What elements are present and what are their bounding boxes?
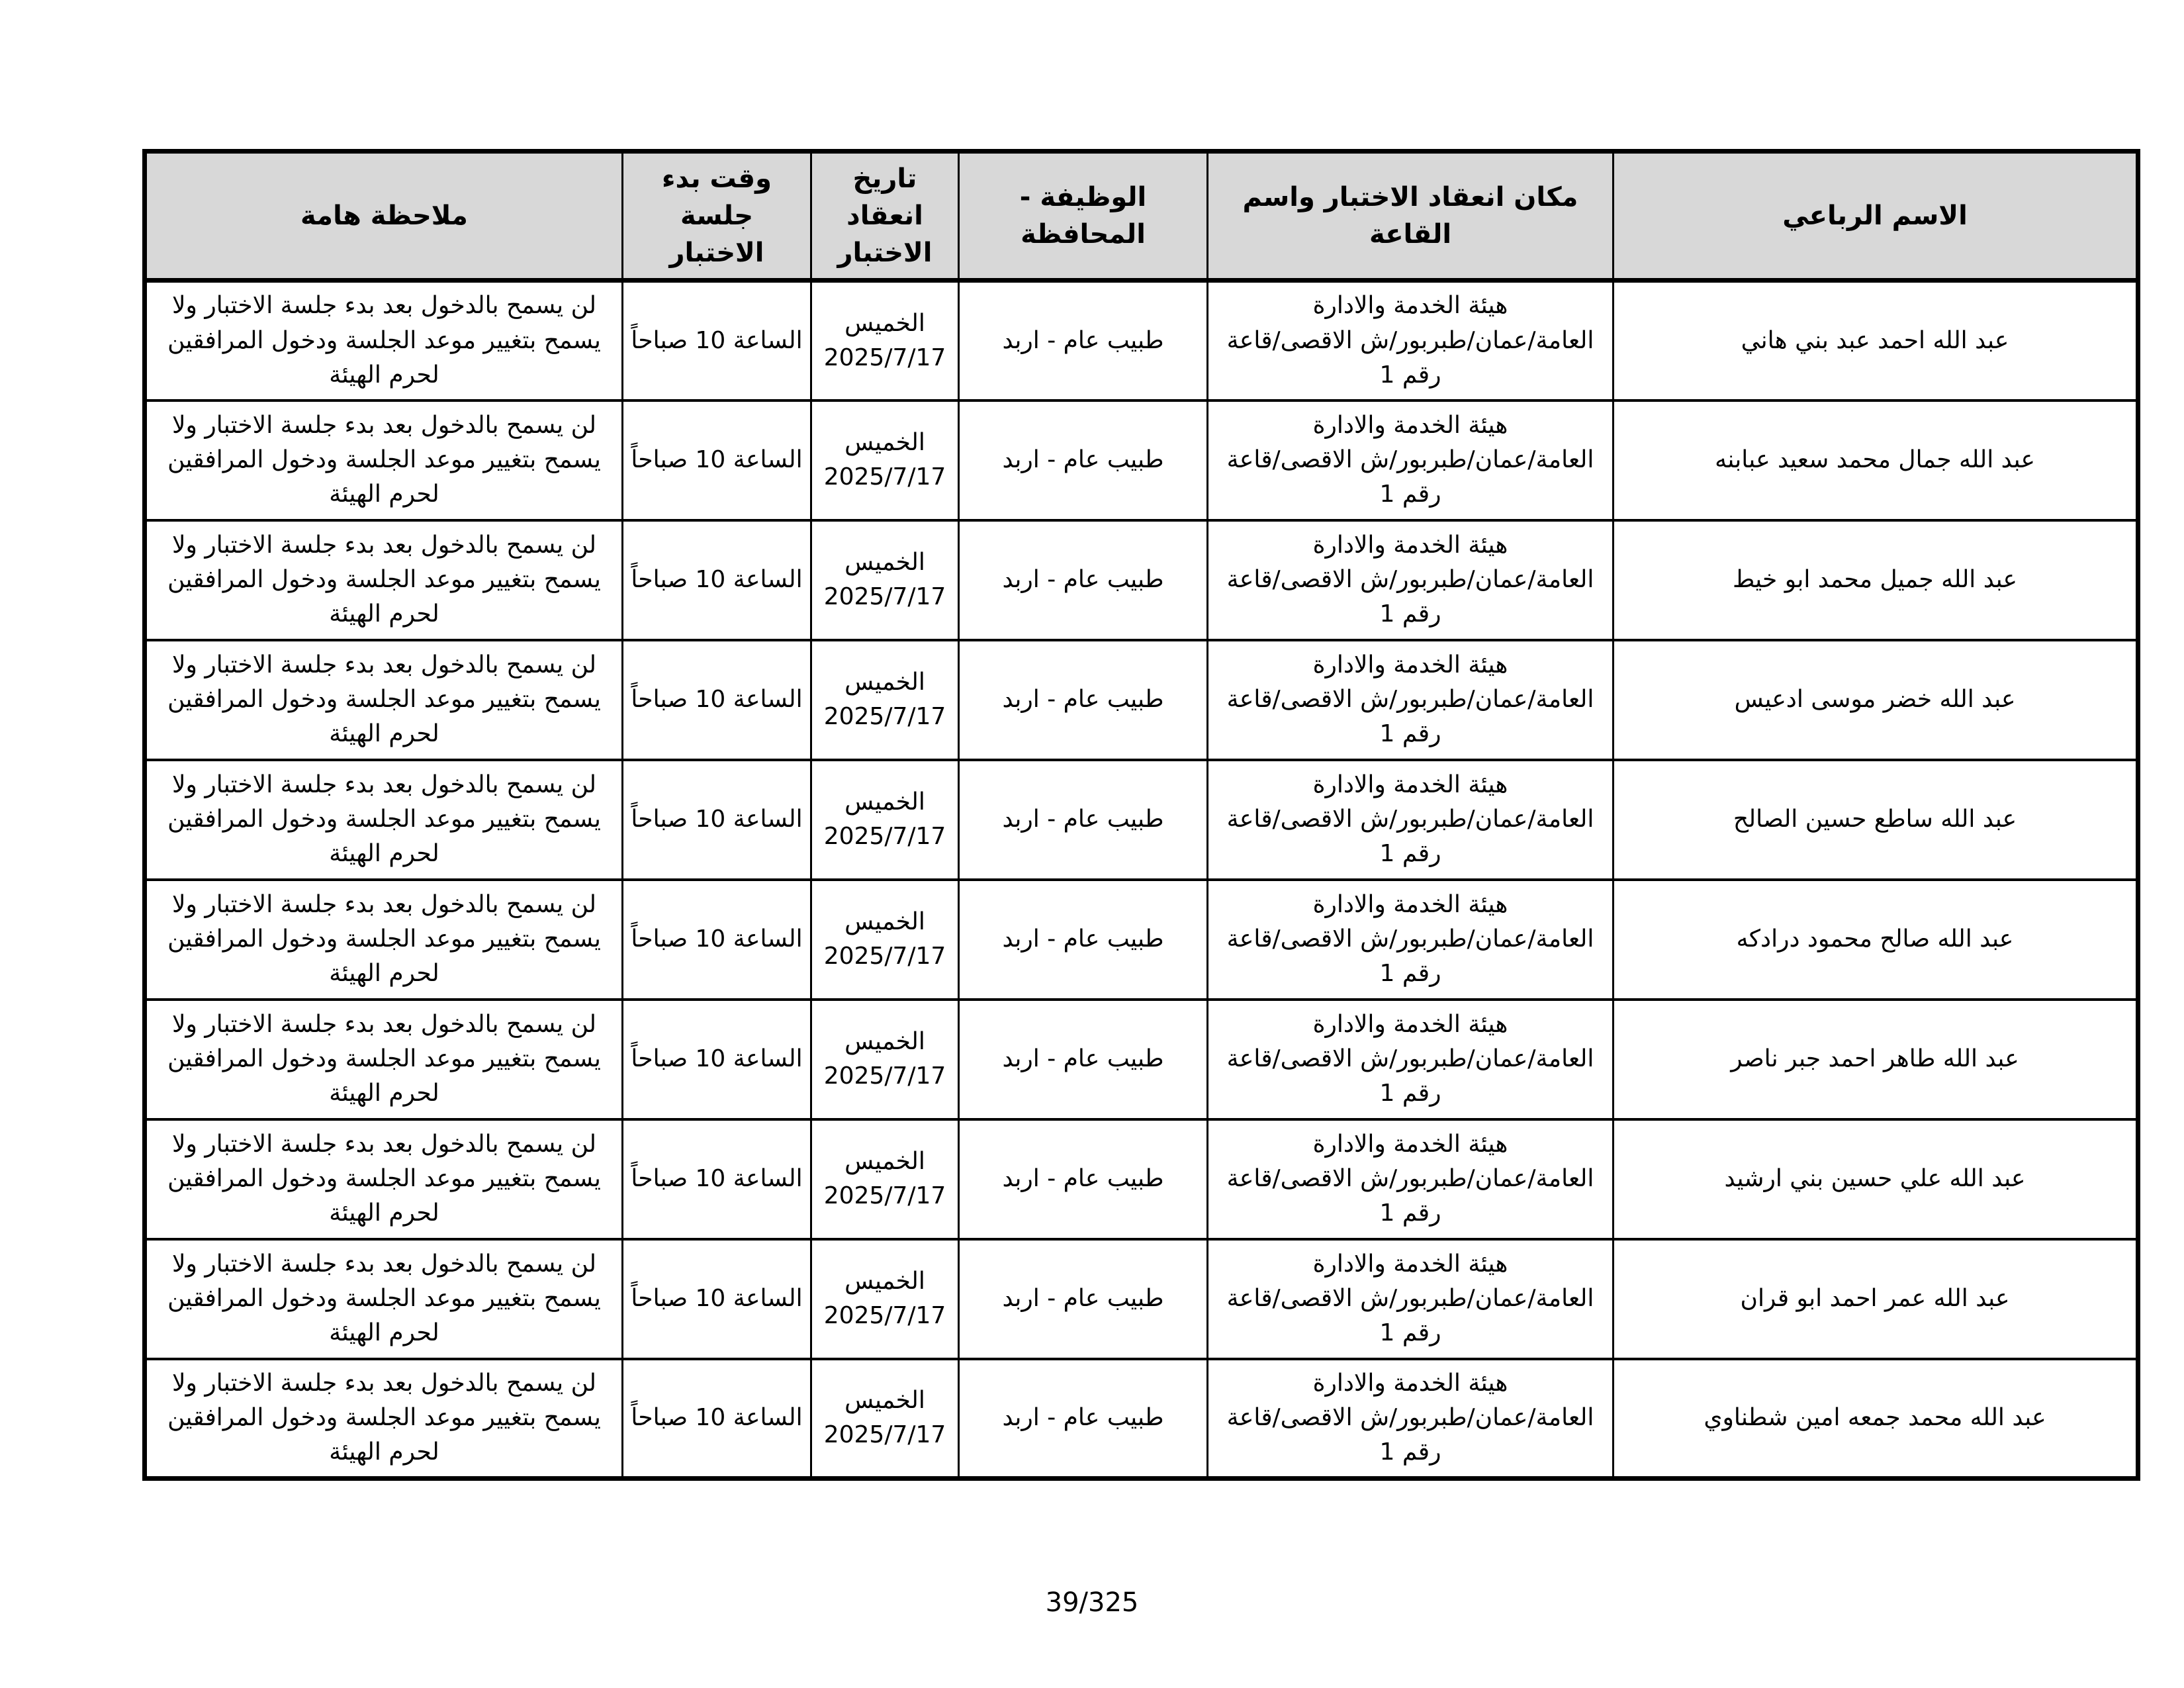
- exam-date-day: الخميس: [844, 788, 925, 816]
- important-note-line: لحرم الهيئة: [329, 1319, 439, 1347]
- exam-date-cell: [811, 520, 959, 640]
- important-note-line: لن يسمح بالدخول بعد بدء جلسة الاختبار ولا: [171, 771, 597, 798]
- candidate-name: عبد الله محمد جمعه امين شطناوي: [1704, 1404, 2046, 1432]
- candidate-name: عبد الله طاهر احمد جبر ناصر: [1731, 1045, 2019, 1072]
- exam-date-day: الخميس: [844, 309, 925, 337]
- important-note-line: يسمح بتغيير موعد الجلسة ودخول المرافقين: [167, 1404, 601, 1432]
- exam-date-cell: [811, 880, 959, 1000]
- important-note-line: يسمح بتغيير موعد الجلسة ودخول المرافقين: [167, 805, 601, 833]
- table-row: [145, 640, 2138, 760]
- job-governorate-cell: [959, 1359, 1208, 1479]
- important-note-line: لحرم الهيئة: [329, 600, 439, 628]
- important-note-cell: [145, 1119, 623, 1239]
- candidate-name: عبد الله ساطع حسين الصالح: [1733, 805, 2017, 833]
- exam-date-value: 2025/7/17: [823, 583, 946, 610]
- exam-location-line: رقم 1: [1379, 720, 1441, 748]
- job-governorate: طبيب عام - اربد: [1002, 565, 1164, 593]
- job-governorate-cell: [959, 281, 1208, 400]
- session-time-cell: [623, 400, 811, 520]
- exam-date-cell: [811, 281, 959, 400]
- exam-location-line: رقم 1: [1379, 361, 1441, 389]
- exam-location-line: العامة/عمان/طبربور/ش الاقصى/قاعة: [1226, 565, 1594, 593]
- important-note-line: لحرم الهيئة: [329, 481, 439, 508]
- page-number: 39/325: [1045, 1587, 1139, 1618]
- exam-date-day: الخميس: [844, 1387, 925, 1415]
- exam-location-line: هيئة الخدمة والادارة: [1312, 771, 1508, 798]
- table-row: [145, 880, 2138, 1000]
- table-row: [145, 520, 2138, 640]
- job-governorate-cell: [959, 1239, 1208, 1359]
- exam-date-day: الخميس: [844, 548, 925, 576]
- exam-date-value: 2025/7/17: [823, 463, 946, 491]
- candidate-name-cell: [1614, 1119, 2138, 1239]
- exam-date-value: 2025/7/17: [823, 1062, 946, 1090]
- exam-date-cell: [811, 640, 959, 760]
- exam-date-day: الخميس: [844, 1027, 925, 1055]
- session-time-cell: [623, 640, 811, 760]
- session-time-cell: [623, 1119, 811, 1239]
- exam-date-cell: [811, 1239, 959, 1359]
- exam-location-line: رقم 1: [1379, 600, 1441, 628]
- table-row: [145, 760, 2138, 880]
- table-row: [145, 1000, 2138, 1119]
- exam-date-cell: [811, 1359, 959, 1479]
- important-note-line: لن يسمح بالدخول بعد بدء جلسة الاختبار ولا: [171, 1010, 597, 1038]
- exam-location-line: هيئة الخدمة والادارة: [1312, 411, 1508, 439]
- session-start-time: الساعة 10 صباحاً: [631, 685, 803, 713]
- important-note-cell: [145, 400, 623, 520]
- session-start-time: الساعة 10 صباحاً: [631, 1404, 803, 1432]
- exam-date-value: 2025/7/17: [823, 943, 946, 970]
- session-start-time: الساعة 10 صباحاً: [631, 925, 803, 953]
- table-row: [145, 1359, 2138, 1479]
- exam-location-line: العامة/عمان/طبربور/ش الاقصى/قاعة: [1226, 925, 1594, 953]
- session-time-cell: [623, 880, 811, 1000]
- important-note-line: لن يسمح بالدخول بعد بدء جلسة الاختبار ولا: [171, 1369, 597, 1397]
- job-governorate: طبيب عام - اربد: [1002, 805, 1164, 833]
- candidate-name-cell: [1614, 1239, 2138, 1359]
- exam-location-cell: [1208, 1359, 1614, 1479]
- exam-date-day: الخميس: [844, 668, 925, 696]
- exam-date-cell: [811, 760, 959, 880]
- candidate-name-cell: [1614, 520, 2138, 640]
- exam-location-cell: [1208, 520, 1614, 640]
- important-note-line: لحرم الهيئة: [329, 1199, 439, 1227]
- table-body: [145, 281, 2138, 1479]
- candidate-name-cell: [1614, 281, 2138, 400]
- important-note-cell: [145, 520, 623, 640]
- exam-date-value: 2025/7/17: [823, 823, 946, 850]
- exam-location-line: العامة/عمان/طبربور/ش الاقصى/قاعة: [1226, 326, 1594, 354]
- exam-location-line: رقم 1: [1379, 481, 1441, 508]
- candidate-name-cell: [1614, 400, 2138, 520]
- important-note-line: لن يسمح بالدخول بعد بدء جلسة الاختبار ولا: [171, 292, 597, 320]
- important-note-cell: [145, 1359, 623, 1479]
- session-start-time: الساعة 10 صباحاً: [631, 1164, 803, 1192]
- job-governorate-cell: [959, 1119, 1208, 1239]
- job-governorate: طبيب عام - اربد: [1002, 685, 1164, 713]
- exam-location-line: هيئة الخدمة والادارة: [1312, 531, 1508, 559]
- session-time-cell: [623, 281, 811, 400]
- exam-location-line: رقم 1: [1379, 1438, 1441, 1466]
- header-important-note: ملاحظة هامة: [145, 152, 623, 281]
- important-note-line: يسمح بتغيير موعد الجلسة ودخول المرافقين: [167, 685, 601, 713]
- important-note-line: لن يسمح بالدخول بعد بدء جلسة الاختبار ولا: [171, 1250, 597, 1278]
- job-governorate-cell: [959, 520, 1208, 640]
- important-note-cell: [145, 1000, 623, 1119]
- important-note-cell: [145, 760, 623, 880]
- job-governorate: طبيب عام - اربد: [1002, 326, 1164, 354]
- table-row: [145, 1239, 2138, 1359]
- table-row: [145, 1119, 2138, 1239]
- candidate-name: عبد الله جميل محمد ابو خيط: [1733, 565, 2017, 593]
- exam-date-day: الخميس: [844, 428, 925, 456]
- exam-location-line: هيئة الخدمة والادارة: [1312, 651, 1508, 679]
- session-start-time: الساعة 10 صباحاً: [631, 1045, 803, 1072]
- important-note-line: يسمح بتغيير موعد الجلسة ودخول المرافقين: [167, 565, 601, 593]
- important-note-line: يسمح بتغيير موعد الجلسة ودخول المرافقين: [167, 1284, 601, 1312]
- job-governorate: طبيب عام - اربد: [1002, 445, 1164, 473]
- exam-location-cell: [1208, 400, 1614, 520]
- exam-date-day: الخميس: [844, 1267, 925, 1295]
- session-start-time: الساعة 10 صباحاً: [631, 805, 803, 833]
- exam-location-line: العامة/عمان/طبربور/ش الاقصى/قاعة: [1226, 805, 1594, 833]
- exam-location-cell: [1208, 1119, 1614, 1239]
- important-note-cell: [145, 880, 623, 1000]
- candidate-name: عبد الله خضر موسى ادعيس: [1734, 685, 2016, 713]
- candidate-name: عبد الله عمر احمد ابو قران: [1740, 1284, 2010, 1312]
- session-time-cell: [623, 760, 811, 880]
- exam-location-line: العامة/عمان/طبربور/ش الاقصى/قاعة: [1226, 1164, 1594, 1192]
- important-note-line: يسمح بتغيير موعد الجلسة ودخول المرافقين: [167, 1164, 601, 1192]
- exam-location-line: رقم 1: [1379, 1199, 1441, 1227]
- exam-location-line: هيئة الخدمة والادارة: [1312, 1369, 1508, 1397]
- exam-location-line: هيئة الخدمة والادارة: [1312, 292, 1508, 320]
- important-note-line: لحرم الهيئة: [329, 1438, 439, 1466]
- important-note-line: يسمح بتغيير موعد الجلسة ودخول المرافقين: [167, 445, 601, 473]
- session-start-time: الساعة 10 صباحاً: [631, 326, 803, 354]
- session-time-cell: [623, 520, 811, 640]
- candidate-name-cell: [1614, 640, 2138, 760]
- exam-location-line: العامة/عمان/طبربور/ش الاقصى/قاعة: [1226, 1284, 1594, 1312]
- job-governorate-cell: [959, 880, 1208, 1000]
- important-note-line: لن يسمح بالدخول بعد بدء جلسة الاختبار ولا: [171, 411, 597, 439]
- important-note-line: لن يسمح بالدخول بعد بدء جلسة الاختبار ولا: [171, 531, 597, 559]
- job-governorate-cell: [959, 1000, 1208, 1119]
- exam-date-cell: [811, 1000, 959, 1119]
- exam-date-value: 2025/7/17: [823, 1421, 946, 1449]
- exam-date-day: الخميس: [844, 1147, 925, 1175]
- job-governorate: طبيب عام - اربد: [1002, 1045, 1164, 1072]
- session-start-time: الساعة 10 صباحاً: [631, 445, 803, 473]
- header-exam-date: تاريخ انعقاد الاختبار: [811, 152, 959, 281]
- header-full-name: الاسم الرباعي: [1614, 152, 2138, 281]
- exam-location-cell: [1208, 1000, 1614, 1119]
- exam-location-line: العامة/عمان/طبربور/ش الاقصى/قاعة: [1226, 1045, 1594, 1072]
- exam-schedule-table: [142, 149, 2140, 1481]
- exam-location-line: العامة/عمان/طبربور/ش الاقصى/قاعة: [1226, 445, 1594, 473]
- header-row: [145, 152, 2138, 281]
- candidate-name-cell: [1614, 760, 2138, 880]
- exam-location-line: رقم 1: [1379, 1319, 1441, 1347]
- important-note-cell: [145, 1239, 623, 1359]
- table-row: [145, 281, 2138, 400]
- exam-date-cell: [811, 1119, 959, 1239]
- session-time-cell: [623, 1359, 811, 1479]
- job-governorate-cell: [959, 400, 1208, 520]
- session-start-time: الساعة 10 صباحاً: [631, 565, 803, 593]
- exam-location-line: رقم 1: [1379, 960, 1441, 988]
- important-note-line: لن يسمح بالدخول بعد بدء جلسة الاختبار ولا: [171, 890, 597, 918]
- candidate-name: عبد الله صالح محمود درادكه: [1736, 925, 2014, 953]
- header-session-start-time: وقت بدء جلسة الاختبار: [623, 152, 811, 281]
- header-exam-location: مكان انعقاد الاختبار واسم القاعة: [1208, 152, 1614, 281]
- important-note-line: لحرم الهيئة: [329, 840, 439, 868]
- exam-location-cell: [1208, 760, 1614, 880]
- exam-location-line: هيئة الخدمة والادارة: [1312, 1250, 1508, 1278]
- job-governorate: طبيب عام - اربد: [1002, 1164, 1164, 1192]
- candidate-name: عبد الله علي حسين بني ارشيد: [1724, 1164, 2026, 1192]
- exam-location-line: العامة/عمان/طبربور/ش الاقصى/قاعة: [1226, 1404, 1594, 1432]
- important-note-line: لن يسمح بالدخول بعد بدء جلسة الاختبار ولا: [171, 651, 597, 679]
- header-job-governorate: الوظيفة - المحافظة: [959, 152, 1208, 281]
- exam-location-line: رقم 1: [1379, 1080, 1441, 1107]
- candidate-name: عبد الله احمد عبد بني هاني: [1741, 326, 2009, 354]
- exam-date-value: 2025/7/17: [823, 1182, 946, 1209]
- exam-location-cell: [1208, 640, 1614, 760]
- session-start-time: الساعة 10 صباحاً: [631, 1284, 803, 1312]
- candidate-name: عبد الله جمال محمد سعيد عبابنه: [1715, 445, 2035, 473]
- exam-location-line: هيئة الخدمة والادارة: [1312, 1130, 1508, 1158]
- important-note-line: يسمح بتغيير موعد الجلسة ودخول المرافقين: [167, 326, 601, 354]
- job-governorate-cell: [959, 640, 1208, 760]
- exam-date-cell: [811, 400, 959, 520]
- exam-location-cell: [1208, 880, 1614, 1000]
- exam-location-cell: [1208, 281, 1614, 400]
- table-row: [145, 400, 2138, 520]
- important-note-line: لحرم الهيئة: [329, 361, 439, 389]
- important-note-line: لحرم الهيئة: [329, 960, 439, 988]
- job-governorate-cell: [959, 760, 1208, 880]
- exam-location-line: رقم 1: [1379, 840, 1441, 868]
- exam-date-day: الخميس: [844, 908, 925, 935]
- candidate-name-cell: [1614, 1359, 2138, 1479]
- candidate-name-cell: [1614, 880, 2138, 1000]
- exam-location-line: هيئة الخدمة والادارة: [1312, 1010, 1508, 1038]
- important-note-cell: [145, 640, 623, 760]
- important-note-line: لحرم الهيئة: [329, 1080, 439, 1107]
- job-governorate: طبيب عام - اربد: [1002, 1284, 1164, 1312]
- exam-location-line: هيئة الخدمة والادارة: [1312, 890, 1508, 918]
- job-governorate: طبيب عام - اربد: [1002, 925, 1164, 953]
- session-time-cell: [623, 1000, 811, 1119]
- session-time-cell: [623, 1239, 811, 1359]
- important-note-cell: [145, 281, 623, 400]
- exam-date-value: 2025/7/17: [823, 1302, 946, 1329]
- job-governorate: طبيب عام - اربد: [1002, 1404, 1164, 1432]
- exam-location-line: العامة/عمان/طبربور/ش الاقصى/قاعة: [1226, 685, 1594, 713]
- exam-date-value: 2025/7/17: [823, 344, 946, 371]
- candidate-name-cell: [1614, 1000, 2138, 1119]
- important-note-line: لن يسمح بالدخول بعد بدء جلسة الاختبار ولا: [171, 1130, 597, 1158]
- exam-location-cell: [1208, 1239, 1614, 1359]
- exam-date-value: 2025/7/17: [823, 703, 946, 730]
- important-note-line: يسمح بتغيير موعد الجلسة ودخول المرافقين: [167, 925, 601, 953]
- important-note-line: لحرم الهيئة: [329, 720, 439, 748]
- important-note-line: يسمح بتغيير موعد الجلسة ودخول المرافقين: [167, 1045, 601, 1072]
